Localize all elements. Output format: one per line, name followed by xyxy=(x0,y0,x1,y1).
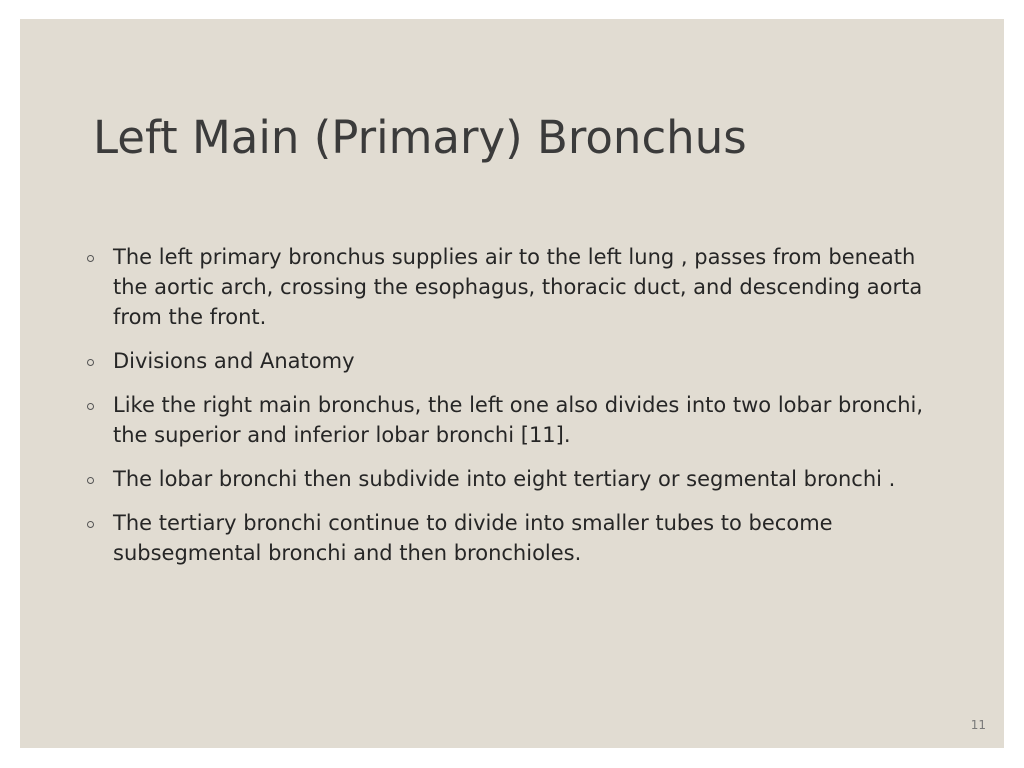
page-number: 11 xyxy=(970,718,986,732)
hollow-circle-bullet-icon xyxy=(87,255,94,262)
bullet-list xyxy=(85,242,945,582)
bullet-item xyxy=(85,390,945,450)
bullet-text: The left primary bronchus supplies air to the left lung , passes from beneath the aortic arch, crossing the esophagus, thoracic duct, and descending aorta from the front. xyxy=(113,245,923,329)
slide xyxy=(20,19,1004,748)
bullet-item xyxy=(85,464,945,494)
bullet-item xyxy=(85,346,945,376)
hollow-circle-bullet-icon xyxy=(87,521,94,528)
bullet-text: Like the right main bronchus, the left one also divides into two lobar bronchi, the superior and inferior lobar bronchi [11]. xyxy=(113,393,924,447)
bullet-text: Divisions and Anatomy xyxy=(113,349,355,373)
bullet-item xyxy=(85,508,945,568)
hollow-circle-bullet-icon xyxy=(87,403,94,410)
slide-title: Left Main (Primary) Bronchus xyxy=(93,111,747,164)
bullet-text: The tertiary bronchi continue to divide into smaller tubes to become subsegmental bronchi and then bronchioles. xyxy=(113,511,833,565)
bullet-text: The lobar bronchi then subdivide into eight tertiary or segmental bronchi . xyxy=(113,467,896,491)
bullet-item xyxy=(85,242,945,332)
hollow-circle-bullet-icon xyxy=(87,477,94,484)
hollow-circle-bullet-icon xyxy=(87,359,94,366)
